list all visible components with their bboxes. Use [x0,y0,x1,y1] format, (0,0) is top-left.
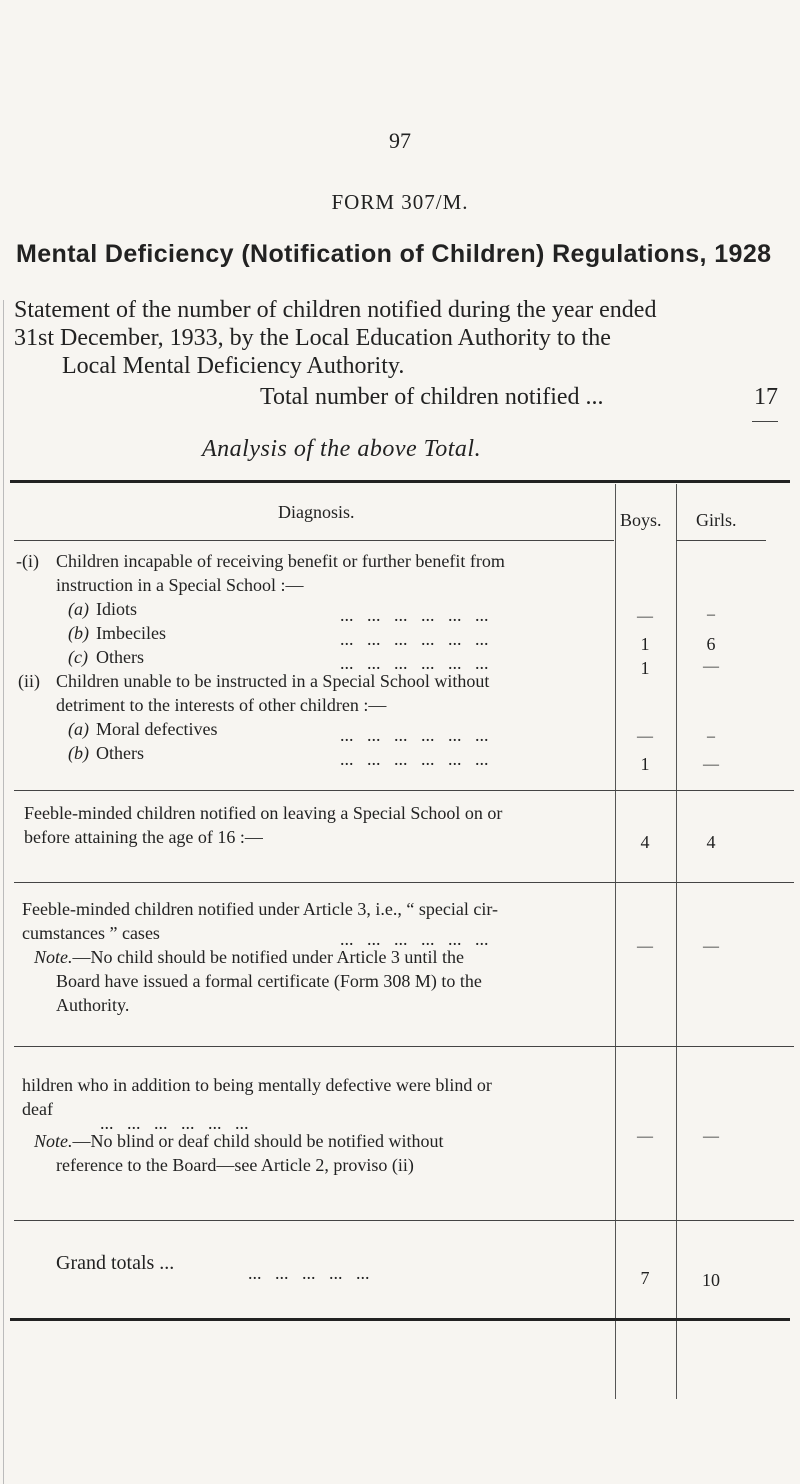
section3-note-label: Note. [34,947,73,967]
section1-a-dots: ... ... ... ... ... ... [340,605,489,625]
girls-blind-or-deaf: — [703,1128,719,1145]
girls-special-circumstances: — [703,938,719,955]
section1-b-label: (b) [68,623,89,643]
girls-others-2: — [703,756,719,773]
header-boys: Boys. [620,510,662,530]
boys-blind-or-deaf: — [637,1128,653,1145]
boys-special-circumstances: — [637,938,653,955]
header-rule-girls [676,540,766,541]
section4-note-label: Note. [34,1131,73,1151]
form-id: FORM 307/M. [331,190,469,214]
boys-feeble-minded-leaving: 4 [640,832,650,852]
section1-i-text2: instruction in a Special School :— [56,575,304,595]
section1-ii-text2: detriment to the interests of other children :— [56,695,387,715]
section1-i-text1: Children incapable of receiving benefit or further benefit from [56,551,505,571]
section1-ii-label: (ii) [18,671,40,691]
section1-iia-dots: ... ... ... ... ... ... [340,725,489,745]
girls-imbeciles: 6 [706,634,716,654]
boys-idiots: — [637,608,653,625]
grand-totals-label: Grand totals ... [56,1252,175,1274]
section4-rule [14,1220,794,1221]
boys-others-2: 1 [640,754,650,774]
section3-rule [14,1046,794,1047]
girls-grand-total: 10 [702,1270,720,1290]
section1-ii-text1: Children unable to be instructed in a Special School without [56,671,490,691]
section4-dots: ... ... ... ... ... ... [100,1113,249,1133]
table-top-rule [10,480,790,483]
section1-iib-label: (b) [68,743,89,763]
girls-idiots: – [707,606,715,623]
section4-note1: —No blind or deaf child should be notified without [72,1131,444,1151]
section3-note3: Authority. [56,995,130,1015]
analysis-heading: Analysis of the above Total. [202,436,482,462]
section3-dots: ... ... ... ... ... ... [340,929,489,949]
grand-totals-dots: ... ... ... ... ... [248,1263,370,1283]
page-number: 97 [389,128,411,153]
section1-i-label: -(i) [16,551,39,571]
girls-others: — [703,658,719,675]
boys-moral-defectives: — [637,728,653,745]
section3-note1: —No child should be notified under Article 3 until the [72,947,464,967]
girls-moral-defectives: – [707,728,715,745]
section1-c-dots: ... ... ... ... ... ... [340,653,489,673]
header-diagnosis: Diagnosis. [278,502,355,522]
section2-text1: Feeble-minded children notified on leaving a Special School on or [24,803,503,823]
boys-column-divider [615,484,616,1399]
total-notified-value: 17 [754,384,778,410]
section1-iia-text: Moral defectives [96,719,218,739]
section1-b-text: Imbeciles [96,623,166,643]
section1-rule [14,790,794,791]
section2-text2: before attaining the age of 16 :— [24,827,263,847]
section1-c-label: (c) [68,647,88,667]
table-bottom-rule [10,1318,790,1321]
header-girls: Girls. [696,510,737,530]
statement-line-2: 31st December, 1933, by the Local Education Authority to the [14,325,611,351]
header-rule-diagnosis [14,540,614,541]
section4-text2: deaf [22,1099,53,1119]
statement [14,296,794,380]
girls-feeble-minded-leaving: 4 [706,832,716,852]
total-notified-label: Total number of children notified ... [260,384,604,410]
section1-iib-text: Others [96,743,144,763]
boys-others: 1 [640,658,650,678]
section1-c-text: Others [96,647,144,667]
section4-text1: hildren who in addition to being mentally defective were blind or [22,1075,492,1095]
section1-a-label: (a) [68,599,89,619]
section4-note2: reference to the Board—see Article 2, proviso (ii) [56,1155,414,1175]
regulations-title: Mental Deficiency (Notification of Children) Regulations, 1928 [16,240,772,268]
statement-line-3: Local Mental Deficiency Authority. [62,353,405,379]
section1-iia-label: (a) [68,719,89,739]
section3-text1: Feeble-minded children notified under Article 3, i.e., “ special cir- [22,899,498,919]
section3-note2: Board have issued a formal certificate (Form 308 M) to the [56,971,482,991]
total-underline [752,421,778,422]
section2-rule [14,882,794,883]
page-binding-edge [3,300,4,1484]
section3-text2: cumstances ” cases [22,923,160,943]
girls-column-divider [676,484,677,1399]
section1-b-dots: ... ... ... ... ... ... [340,629,489,649]
boys-grand-total: 7 [640,1268,650,1288]
statement-line-1: Statement of the number of children notified during the year ended [14,297,657,323]
section1-a-text: Idiots [96,599,138,619]
section1-iib-dots: ... ... ... ... ... ... [340,749,489,769]
boys-imbeciles: 1 [640,634,650,654]
